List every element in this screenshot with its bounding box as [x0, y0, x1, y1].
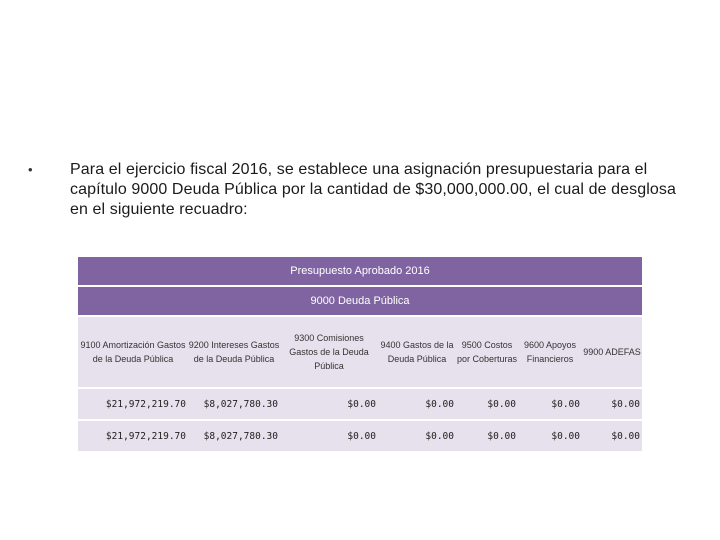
table-cell: $8,027,780.30: [188, 388, 280, 420]
table-cell: $0.00: [280, 388, 378, 420]
bullet-text: Para el ejercicio fiscal 2016, se establece una asignación presupuestaria para el capítulo 9000 Deuda Pública por la cantidad de $30,000,000.00, el cual de desglosa en el siguiente recuadro:: [70, 161, 676, 218]
table-row: [78, 420, 642, 451]
column-header: 9300 Comisiones Gastos de la Deuda Pública: [280, 316, 378, 388]
table-row: [78, 388, 642, 420]
table-cell: $0.00: [518, 388, 582, 420]
column-header: 9100 Amortización Gastos de la Deuda Pública: [78, 316, 188, 388]
column-header: 9500 Costos por Coberturas: [456, 316, 518, 388]
table-cell: $0.00: [378, 388, 456, 420]
table-cell: $0.00: [378, 420, 456, 451]
table-cell: $21,972,219.70: [78, 388, 188, 420]
table-subtitle: 9000 Deuda Pública: [78, 286, 642, 316]
table-cell: $0.00: [456, 388, 518, 420]
table-cell: $0.00: [280, 420, 378, 451]
bullet-icon: •: [28, 162, 33, 177]
column-header: 9200 Intereses Gastos de la Deuda Pública: [188, 316, 280, 388]
table-cell: $21,972,219.70: [78, 420, 188, 451]
column-header: 9900 ADEFAS: [582, 316, 642, 388]
table-cell: $0.00: [582, 388, 642, 420]
table-cell: $0.00: [456, 420, 518, 451]
table-cell: $8,027,780.30: [188, 420, 280, 451]
table-cell: $0.00: [582, 420, 642, 451]
budget-table: [78, 257, 642, 451]
column-header: 9600 Apoyos Financieros: [518, 316, 582, 388]
column-header: 9400 Gastos de la Deuda Pública: [378, 316, 456, 388]
column-header-row: [78, 316, 642, 388]
table-title: Presupuesto Aprobado 2016: [78, 257, 642, 286]
table-cell: $0.00: [518, 420, 582, 451]
